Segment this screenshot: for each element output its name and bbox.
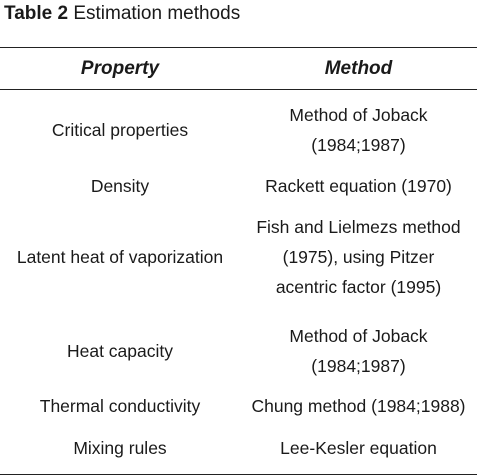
method-line: (1984;1987) [311, 356, 406, 376]
property-cell: Density [90, 176, 150, 196]
method-cell [240, 202, 477, 312]
table-row [0, 390, 477, 422]
table-title: Estimation methods [68, 3, 241, 24]
property-cell: Heat capacity [66, 341, 174, 361]
method-line: Lee-Kesler equation [280, 438, 437, 458]
data-table [0, 47, 477, 475]
estimation-methods-table [0, 47, 477, 475]
property-cell: Thermal conductivity [39, 396, 201, 416]
method-cell [240, 390, 477, 422]
column-header-property: Property [80, 57, 160, 79]
table-row [0, 170, 477, 202]
table-row [0, 90, 477, 171]
method-line: Method of Joback [289, 105, 428, 125]
table-row [0, 202, 477, 312]
table-row [0, 422, 477, 475]
table-caption [4, 3, 240, 25]
method-cell [240, 422, 477, 475]
property-cell: Latent heat of vaporization [16, 247, 224, 267]
property-cell: Mixing rules [73, 438, 167, 458]
method-cell [240, 170, 477, 202]
table-number: Table 2 [4, 3, 69, 24]
table-row [0, 312, 477, 390]
method-line: (1984;1987) [311, 135, 406, 155]
method-line: Chung method (1984;1988) [251, 396, 466, 416]
method-line: Fish and Lielmezs method [256, 217, 461, 237]
method-line: (1975), using Pitzer [282, 247, 435, 267]
method-line: Method of Joback [289, 326, 428, 346]
method-line: acentric factor (1995) [275, 277, 442, 297]
method-line: Rackett equation (1970) [265, 176, 452, 196]
column-header-method: Method [324, 57, 393, 79]
method-cell [240, 312, 477, 390]
header-row [0, 48, 477, 90]
method-cell [240, 90, 477, 171]
property-cell: Critical properties [51, 120, 189, 140]
